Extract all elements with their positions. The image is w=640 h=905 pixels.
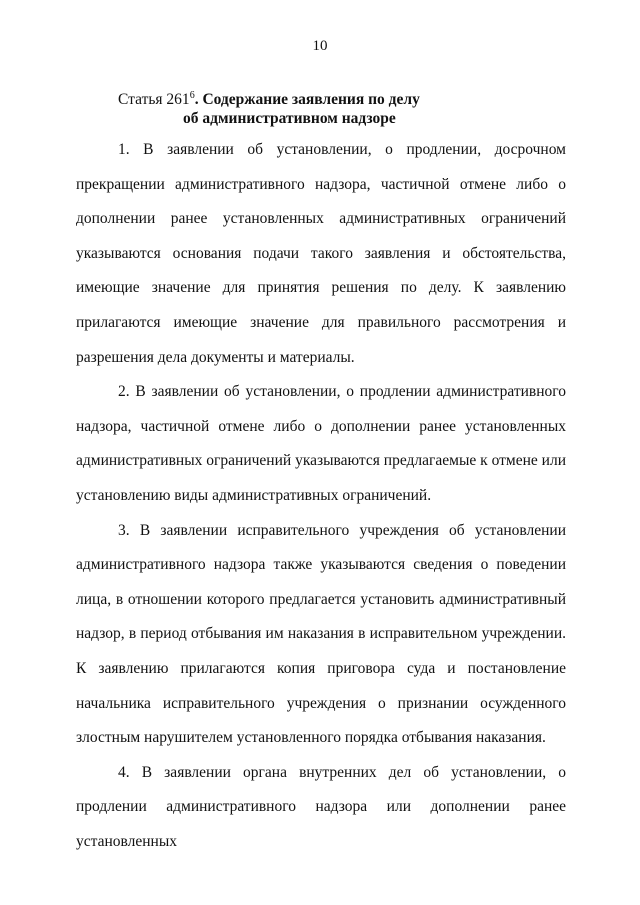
article-label: Статья 261	[118, 91, 190, 109]
paragraph-2: 2. В заявлении об установлении, о продлении административного надзора, частичной отмене либо о дополнении ранее установленных административных ограничений указываются предлагаемые к отмене или установлению виды административных ограничений.	[76, 383, 566, 504]
paragraph-3: 3. В заявлении исправительного учреждения об установлении административного надзора также указываются сведения о поведении лица, в отношении которого предлагается установить административный надзор, в период отбывания им наказания в исправительном учреждении. К заявлению прилагаются копия приговора суда и постановление начальника исправительного учреждения о признании осужденного злостным нарушителем установленного порядка отбывания наказания.	[76, 521, 566, 747]
article-body	[76, 133, 566, 859]
page-number: 10	[312, 38, 328, 54]
article-superscript: 6	[189, 90, 195, 101]
paragraph-4: 4. В заявлении органа внутренних дел об установлении, о продлении административного надзора или дополнении ранее установленных	[76, 763, 566, 850]
paragraph-1: 1. В заявлении об установлении, о продлении, досрочном прекращении административного надзора, частичной отмене либо о дополнении ранее установленных административных ограничений указываются основания подачи такого заявления и обстоятельства, имеющие значение для принятия решения по делу. К заявлению прилагаются имеющие значение для правильного рассмотрения и разрешения дела документы и материалы.	[76, 141, 566, 366]
article-heading-line1: . Содержание заявления по делу	[194, 91, 420, 109]
article-heading-line2: об административном надзоре	[183, 110, 396, 128]
article-title	[118, 86, 420, 128]
